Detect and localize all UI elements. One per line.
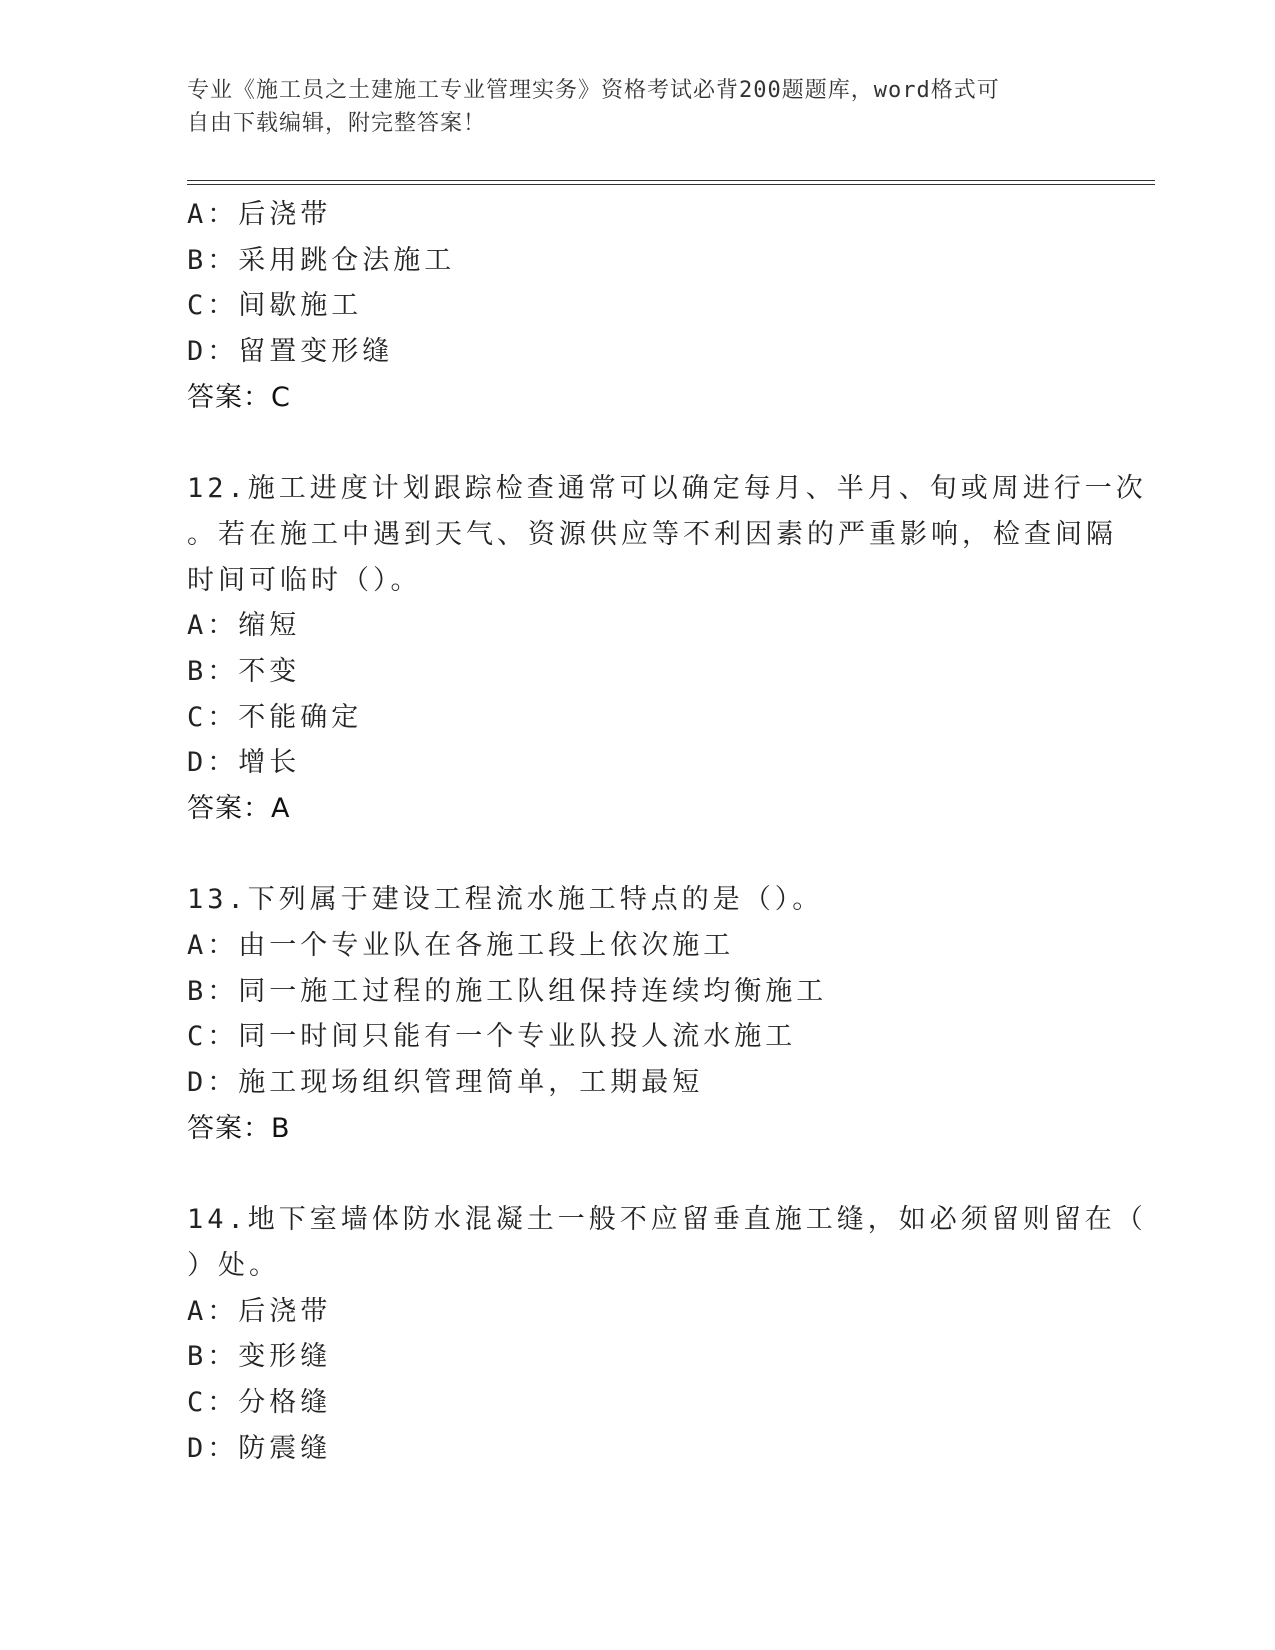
question-text: 14.地下室墙体防水混凝土一般不应留垂直施工缝，如必须留则留在（ <box>187 1204 1147 1236</box>
spacer <box>187 1151 1087 1197</box>
question-text: 12.施工进度计划跟踪检查通常可以确定每月、半月、旬或周进行一次 <box>187 473 1147 505</box>
answer: 答案：B <box>187 1112 291 1144</box>
document-header <box>187 74 1067 140</box>
spacer <box>187 832 1087 878</box>
question-12 <box>187 466 1147 832</box>
option-a: A：后浇带 <box>187 199 332 230</box>
option-c: C：不能确定 <box>187 701 363 733</box>
option-c: C：同一时间只能有一个专业队投人流水施工 <box>187 1021 797 1053</box>
option-c: C：间歇施工 <box>187 290 363 322</box>
header-divider <box>187 180 1155 185</box>
header-line-1: 专业《施工员之土建施工专业管理实务》资格考试必背200题题库，word格式可 <box>187 78 1000 103</box>
question-13 <box>187 877 1087 1151</box>
option-a: A：缩短 <box>187 610 301 642</box>
option-a: A：由一个专业队在各施工段上依次施工 <box>187 930 735 961</box>
option-c: C：分格缝 <box>187 1386 332 1418</box>
option-a: A：后浇带 <box>187 1295 332 1327</box>
option-b: B：同一施工过程的施工队组保持连续均衡施工 <box>187 975 828 1007</box>
header-line-2: 自由下载编辑，附完整答案！ <box>187 111 487 136</box>
option-d: D：施工现场组织管理简单，工期最短 <box>187 1067 704 1099</box>
question-11-tail <box>187 192 1087 420</box>
option-d: D：留置变形缝 <box>187 336 394 368</box>
spacer <box>187 420 1087 466</box>
option-b: B：不变 <box>187 655 301 687</box>
option-b: B：变形缝 <box>187 1341 332 1373</box>
question-text: ）处。 <box>187 1249 280 1281</box>
question-list <box>187 192 1147 1471</box>
option-d: D：防震缝 <box>187 1432 332 1464</box>
answer: 答案：C <box>187 381 291 413</box>
question-14 <box>187 1197 1147 1471</box>
answer: 答案：A <box>187 792 291 824</box>
question-text: 时间可临时（）。 <box>187 564 422 596</box>
option-b: B：采用跳仓法施工 <box>187 244 456 276</box>
question-text: 13.下列属于建设工程流水施工特点的是（）。 <box>187 884 824 916</box>
option-d: D：增长 <box>187 747 301 779</box>
question-text: 。若在施工中遇到天气、资源供应等不利因素的严重影响，检查间隔 <box>187 518 1117 550</box>
